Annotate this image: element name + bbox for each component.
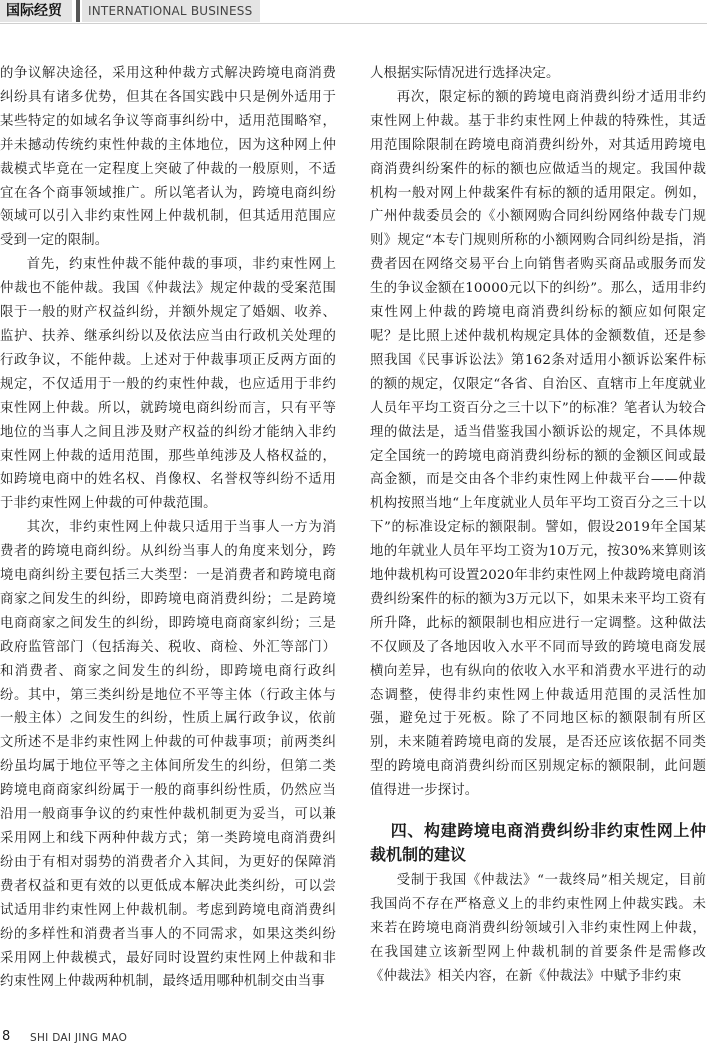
left-column <box>0 62 336 994</box>
body-paragraph: 其次，非约束性网上仲裁只适用于当事人一方为消费者的跨境电商纠纷。从纠纷当事人的角度来划分，跨境电商纠纷主要包括三大类型：一是消费者和跨境电商商家之间发生的纠纷，即跨境电商消费纠纷；二是跨境电商商家之间发生的纠纷，即跨境电商商家纠纷；三是政府监管部门（包括海关、税收、商检、外汇等部门）和消费者、商家之间发生的纠纷，即跨境电商行政纠纷。其中，第三类纠纷是地位不平等主体（行政主体与一般主体）之间发生的纠纷，性质上属行政争议，依前文所述不是非约束性网上仲裁的可仲裁事项；前两类纠纷虽均属于地位平等之主体间所发生的纠纷，但第二类跨境电商商家纠纷属于一般的商事纠纷性质，仍然应当沿用一般商事争议的约束性仲裁机制更为妥当，可以兼采用网上和线下两种仲裁方式；第一类跨境电商消费纠纷由于有相对弱势的消费者介入其间，为更好的保障消费者权益和更有效的以更低成本解决此类纠纷，可以尝试适用非约束性网上仲裁机制。考虑到跨境电商消费纠纷的多样性和消费者当事人的不同需求，如果这类纠纷采用网上仲裁模式，最好同时设置约束性网上仲裁和非约束性网上仲裁两种机制，最终适用哪种机制交由当事 <box>0 520 336 990</box>
page-footer <box>0 1029 707 1045</box>
section-title-en: INTERNATIONAL BUSINESS <box>82 0 260 22</box>
body-paragraph: 首先，约束性仲裁不能仲裁的事项，非约束性网上仲裁也不能仲裁。我国《仲裁法》规定仲裁的受案范围限于一般的财产权益纠纷，并额外规定了婚姻、收养、监护、扶养、继承纠纷以及依法应当由行政机关处理的行政争议，不能仲裁。上述对于仲裁事项正反两方面的规定，不仅适用于一般的约束性仲裁，也应适用于非约束性网上仲裁。所以，就跨境电商纠纷而言，只有平等地位的当事人之间且涉及财产权益的纠纷才能纳入非约束性网上仲裁的适用范围，那些单纯涉及人格权益的，如跨境电商中的姓名权、肖像权、名誉权等纠纷不适用于非约束性网上仲裁的可仲裁范围。 <box>0 257 336 512</box>
page-number: 8 <box>2 1029 11 1044</box>
body-paragraph: 的争议解决途径，采用这种仲裁方式解决跨境电商消费纠纷具有诸多优势，但其在各国实践中只是例外适用于某些特定的如域名争议等商事纠纷中，适用范围略窄，并未撼动传统约束性仲裁的主体地位，因为这种网上仲裁模式毕竟在一定程度上突破了仲裁的一般原则，不适宜在各个商事领域推广。所以笔者认为，跨境电商纠纷领域可以引入非约束性网上仲裁机制，但其适用范围应受到一定的限制。 <box>0 66 336 249</box>
right-column <box>370 62 706 989</box>
body-paragraph: 受制于我国《仲裁法》“一裁终局”相关规定，目前我国尚不存在严格意义上的非约束性网上仲裁实践。未来若在跨境电商消费纠纷领域引入非约束性网上仲裁，在我国建立该新型网上仲裁机制的首要条件是需修改《仲裁法》相关内容，在新《仲裁法》中赋予非约束 <box>370 873 706 984</box>
section-heading: 四、构建跨境电商消费纠纷非约束性网上仲裁机制的建议 <box>370 821 706 865</box>
section-title-cn: 国际经贸 <box>0 0 72 22</box>
magazine-name: SHI DAI JING MAO <box>30 1032 128 1044</box>
body-paragraph: 人根据实际情况进行选择决定。 <box>370 66 560 81</box>
body-paragraph: 再次，限定标的额的跨境电商消费纠纷才适用非约束性网上仲裁。基于非约束性网上仲裁的特殊性，其适用范围除限制在跨境电商消费纠纷外，对其适用跨境电商消费纠纷案件的标的额也应做适当的规定。我国仲裁机构一般对网上仲裁案件有标的额的适用限定。例如，广州仲裁委员会的《小额网购合同纠纷网络仲裁专门规则》规定“本专门规则所称的小额网购合同纠纷是指，消费者因在网络交易平台上向销售者购买商品或服务而发生的争议金额在10000元以下的纠纷”。那么，适用非约束性网上仲裁的跨境电商消费纠纷标的额应如何限定呢？是比照上述仲裁机构规定具体的金额数值，还是参照我国《民事诉讼法》第162条对适用小额诉讼案件标的额的规定，仅限定“各省、自治区、直辖市上年度就业人员年平均工资百分之三十以下”的标准？笔者认为较合理的做法是，适当借鉴我国小额诉讼的规定，不具体规定全国统一的跨境电商消费纠纷标的额的金额区间或最高金额，而是交由各个非约束性网上仲裁平台——仲裁机构按照当地“上年度就业人员年平均工资百分之三十以下”的标准设定标的额限制。譬如，假设2019年全国某地的年就业人员年平均工资为10万元，按30%来算则该地仲裁机构可设置2020年非约束性网上仲裁跨境电商消费纠纷案件的标的额为3万元以下，如果未来平均工资有所升降，此标的额限制也相应进行一定调整。这种做法不仅顾及了各地因收入水平不同而导致的跨境电商发展横向差异，也有纵向的依收入水平和消费水平进行的动态调整，使得非约束性网上仲裁适用范围的灵活性加强，避免过于死板。除了不同地区标的额限制有所区别，未来随着跨境电商的发展，是否还应该依据不同类型的跨境电商消费纠纷而区别规定标的额限制，此问题值得进一步探讨。 <box>370 89 706 799</box>
header-rule <box>0 23 707 24</box>
header-divider-bar <box>76 0 80 22</box>
page-header <box>0 0 707 22</box>
